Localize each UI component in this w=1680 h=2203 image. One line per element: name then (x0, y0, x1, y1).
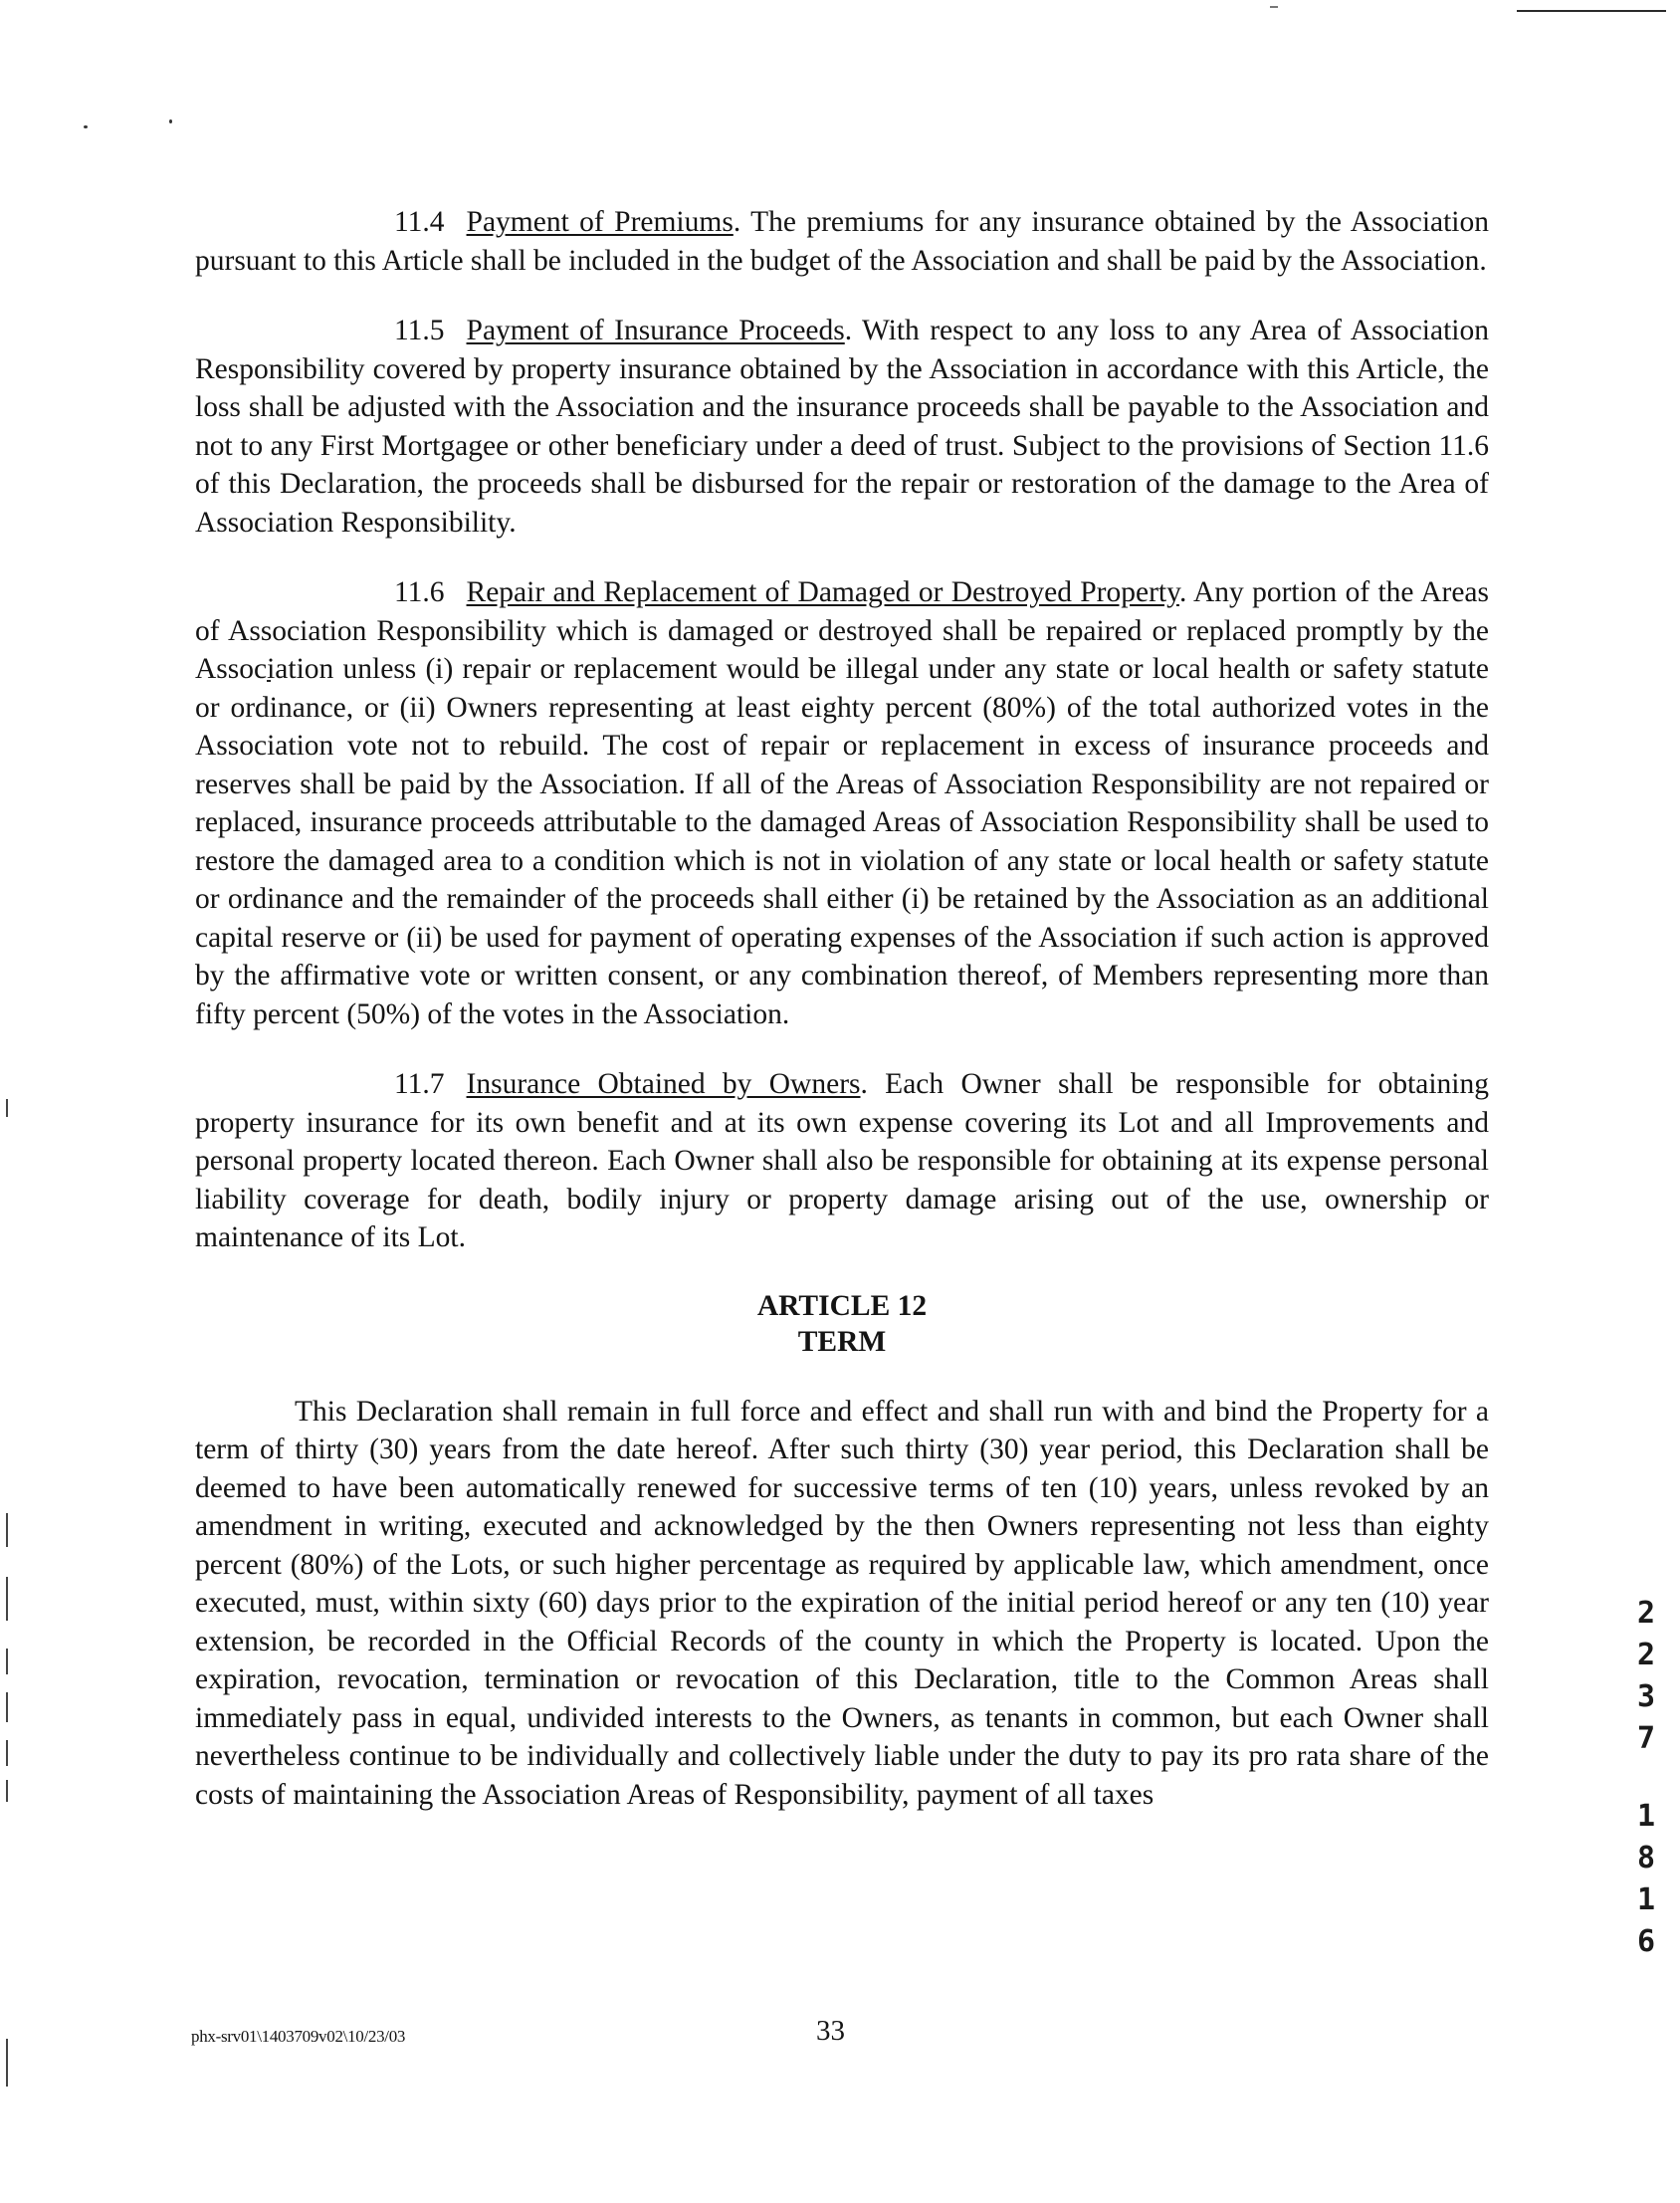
section-number: 11.5 (394, 315, 445, 346)
section-text: . With respect to any loss to any Area of Association Responsibility covered by property insurance obtained by the Association in accordance with this Article, the loss shall be adjusted with the Association and the insurance proceeds shall be payable to the Association and not to any First Mortgagee or other beneficiary under a deed of trust. Subject to the provisions of Section 11.6 of this Declaration, the proceeds shall be disbursed for the repair or restoration of the damage to the Area of Association Responsibility. (195, 315, 1489, 539)
scan-edge-mark (6, 2039, 8, 2087)
stamp-digit: 7 (1636, 1721, 1656, 1756)
scan-mark (1270, 6, 1278, 8)
article-label: ARTICLE 12 (756, 1289, 928, 1322)
stamp-digit: 1 (1636, 1799, 1656, 1834)
stamp-digit: 3 (1636, 1679, 1656, 1714)
section-11-5 (195, 312, 1489, 542)
scan-edge-mark (6, 1780, 8, 1802)
scan-edge-mark (6, 1099, 8, 1117)
recording-number-stamp (1632, 1593, 1660, 1963)
section-11-4 (195, 203, 1489, 280)
scan-edge-mark (6, 1513, 8, 1547)
scan-speck (84, 125, 88, 128)
section-heading: Payment of Insurance Proceeds (466, 315, 845, 346)
document-body (195, 203, 1489, 1846)
stamp-digit: 1 (1636, 1882, 1656, 1917)
section-number: 11.6 (394, 576, 445, 608)
stamp-digit: 8 (1636, 1841, 1656, 1875)
footer-document-id: phx-srv01\1403709v02\10/23/03 (191, 2027, 406, 2046)
scan-edge-mark (6, 1740, 8, 1766)
section-11-6 (195, 573, 1489, 1033)
section-text: . The premiums for any insurance obtained by the Association pursuant to this Article shall be included in the budget of the Association and shall be paid by the Association. (195, 206, 1489, 277)
stamp-gap (1632, 1760, 1660, 1796)
term-paragraph: This Declaration shall remain in full force and effect and shall run with and bind the Property for a term of thirty (30) years from the date hereof. After such thirty (30) year period, this Declaration shall be deemed to have been automatically renewed for successive terms of ten (10) years, unless revoked by an amendment in writing, executed and acknowledged by the then Owners representing not less than eighty percent (80%) of the Lots, or such higher percentage as required by applicable law, which amendment, once executed, must, within sixty (60) days prior to the expiration of the initial period hereof or any ten (10) year extension, be recorded in the Official Records of the county in which the Property is located. Upon the expiration, revocation, termination or revocation of this Declaration, title to the Common Areas shall immediately pass in equal, undivided interests to the Owners, as tenants in common, but each Owner shall nevertheless continue to be individually and collectively liable under the duty to pay its pro rata share of the costs of maintaining the Association Areas of Responsibility, payment of all taxes (195, 1395, 1489, 1811)
section-number: 11.7 (394, 1068, 445, 1100)
stamp-digit: 2 (1636, 1638, 1656, 1672)
page-number: 33 (816, 2015, 845, 2047)
stamp-digit: 6 (1636, 1924, 1656, 1959)
section-11-7 (195, 1065, 1489, 1257)
article-title: TERM (797, 1325, 887, 1358)
scan-speck (169, 119, 172, 123)
section-heading: Repair and Replacement of Damaged or Destroyed Property (466, 576, 1179, 608)
section-text: . Any portion of the Areas of Association Responsibility which is damaged or destroyed shall be repaired or replaced promptly by the Association unless (i) repair or replacement would be illegal under any state or local health or safety statute or ordinance, or (ii) Owners representing at least eighty percent (80%) of the total authorized votes in the Association vote not to rebuild. The cost of repair or replacement in excess of insurance proceeds and reserves shall be paid by the Association. If all of the Areas of Association Responsibility are not repaired or replaced, insurance proceeds attributable to the damaged Areas of Association Responsibility shall be used to restore the damaged area to a condition which is not in violation of any state or local health or safety statute or ordinance and the remainder of the proceeds shall either (i) be retained by the Association as an additional capital reserve or (ii) be used for payment of operating expenses of the Association if such action is approved by the affirmative vote or written consent, or any combination thereof, of Members representing more than fifty percent (50%) of the votes in the Association. (195, 576, 1489, 1030)
scan-rule (1517, 10, 1666, 12)
section-number: 11.4 (394, 206, 445, 238)
section-heading: Payment of Premiums (466, 206, 734, 238)
stamp-digit: 2 (1636, 1596, 1656, 1631)
article-heading (195, 1287, 1489, 1361)
scan-edge-mark (6, 1649, 8, 1674)
section-heading: Insurance Obtained by Owners (466, 1068, 861, 1100)
section-text: . Each Owner shall be responsible for obtaining property insurance for its own benefit and at its own expense covering its Lot and all Improvements and personal property located thereon. Each Owner shall also be responsible for obtaining at its expense personal liability coverage for death, bodily injury or property damage arising out of the use, ownership or maintenance of its Lot. (195, 1068, 1490, 1253)
scan-edge-mark (6, 1577, 8, 1621)
scan-edge-mark (6, 1692, 8, 1722)
